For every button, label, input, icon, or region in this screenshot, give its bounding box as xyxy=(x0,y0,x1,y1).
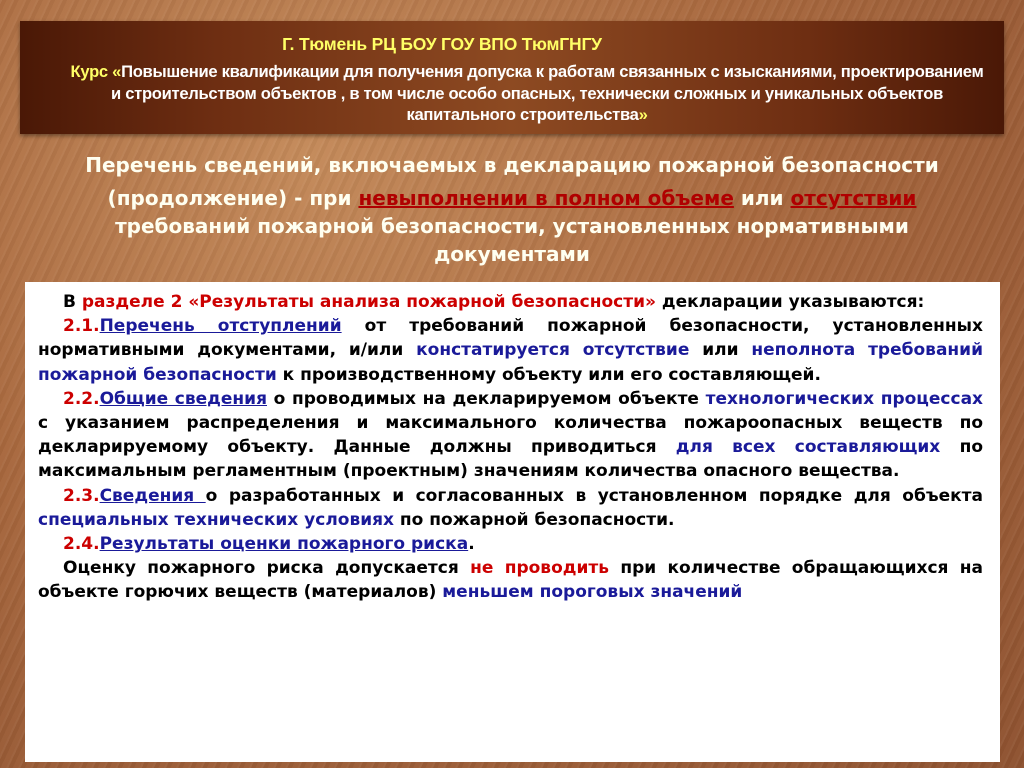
item-2-3-highlight-1: специальных технических условиях xyxy=(38,509,394,530)
item-2-2-text-c: по максимальным регламентным (проектным) значениям количества опасного вещества. xyxy=(38,437,983,482)
title-part1: Перечень сведений, включаемых в декларацию пожарной безопасности xyxy=(85,153,939,177)
item-2-1 xyxy=(38,314,983,387)
item-2-2-number: 2.2. xyxy=(63,388,100,409)
item-2-3-title: Сведения xyxy=(99,485,206,506)
final-text-a: Оценку пожарного риска допускается xyxy=(63,558,471,579)
final-highlight-blue: меньшем пороговых значений xyxy=(442,582,743,603)
final-highlight-red: не проводить xyxy=(470,558,609,579)
item-2-1-highlight-1: констатируется отсутствие xyxy=(416,340,690,361)
final-text-b: при количестве обращающихся на объекте горючих веществ (материалов) xyxy=(38,558,983,603)
intro-text-a: В xyxy=(63,292,82,312)
item-2-3-text-a: о разработанных и согласованных в установленном порядке для объекта xyxy=(205,485,983,506)
intro-text-b: декларации указываются: xyxy=(655,292,925,312)
item-2-2-title: Общие сведения xyxy=(99,388,267,409)
title-link-nonfulfillment: невыполнении в полном объеме xyxy=(358,186,734,210)
title-part3: или xyxy=(733,186,791,210)
item-2-3-number: 2.3. xyxy=(63,485,100,506)
header-course xyxy=(70,61,984,126)
item-2-1-number: 2.1. xyxy=(63,316,100,337)
item-2-2-highlight-1: технологических процессах xyxy=(705,388,984,409)
item-2-2-text-a: о проводимых на декларируемом объекте xyxy=(267,388,706,409)
item-2-4 xyxy=(38,532,983,556)
title-link-absence: отсутствии xyxy=(790,186,917,210)
content-panel xyxy=(25,282,1000,762)
item-2-1-title: Перечень отступлений xyxy=(99,316,342,337)
course-prefix: Курс « xyxy=(70,62,122,81)
item-2-1-text-c: к производственному объекту или его составляющей. xyxy=(276,364,821,385)
item-2-1-text-b: или xyxy=(689,340,752,361)
item-2-2 xyxy=(38,387,983,484)
intro-paragraph xyxy=(38,290,983,314)
final-paragraph xyxy=(38,556,983,604)
course-text: Повышение квалификации для получения допуска к работам связанных с изысканиями, проектированием и строительством объектов , в том числе особо опасных, технически сложных и уникальных объектов капитального строительства xyxy=(111,62,984,124)
item-2-3-text-b: по пожарной безопасности. xyxy=(394,509,675,530)
item-2-3 xyxy=(38,484,983,532)
title-part4: требований пожарной безопасности, установленных нормативными документами xyxy=(115,214,909,266)
item-2-2-highlight-2: для всех составляющих xyxy=(675,437,941,458)
item-2-4-number: 2.4. xyxy=(63,534,100,555)
slide-title xyxy=(38,146,986,268)
item-2-2-text-b: с указанием распределения и максимального количества пожароопасных веществ по декларируемому объекту. Данные должны приводиться xyxy=(38,413,983,458)
item-2-4-text-a: . xyxy=(468,534,475,555)
header-organization: Г. Тюмень РЦ БОУ ГОУ ВПО ТюмГНГУ xyxy=(282,34,602,54)
title-part2: (продолжение) - при xyxy=(107,186,359,210)
course-suffix: » xyxy=(638,105,648,124)
title-line2 xyxy=(38,184,986,212)
header-banner xyxy=(20,21,1004,134)
item-2-1-highlight-2: неполнота требований пожарной безопасности xyxy=(38,340,983,385)
item-2-4-title: Результаты оценки пожарного риска xyxy=(99,534,469,555)
intro-section-name: разделе 2 «Результаты анализа пожарной безопасности» xyxy=(81,292,656,312)
item-2-1-text-a: от требований пожарной безопасности, установленных нормативными документами, и/или xyxy=(38,316,983,361)
